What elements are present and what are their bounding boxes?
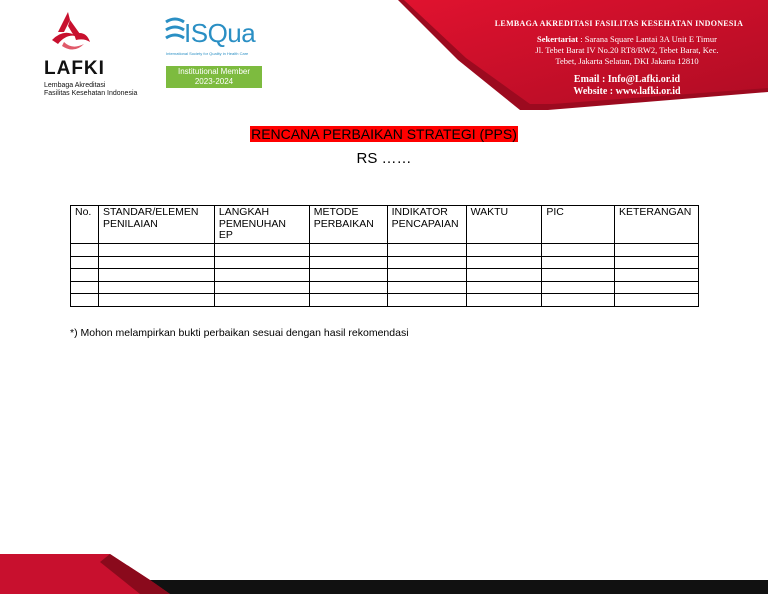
table-cell [387,269,466,282]
footnote: *) Mohon melampirkan bukti perbaikan sesuai dengan hasil rekomendasi [70,327,409,339]
table-cell [309,281,387,294]
lafki-subtitle: Lembaga Akreditasi Fasilitas Kesehatan Indonesia [44,82,138,97]
table-cell [466,269,542,282]
table-cell [614,256,698,269]
table-row [71,244,699,257]
table-cell [98,256,214,269]
organization-name: LEMBAGA AKREDITASI FASILITAS KESEHATAN INDONESIA [494,19,744,28]
document-title-text: RENCANA PERBAIKAN STRATEGI (PPS) [251,126,517,142]
table-body [71,244,699,307]
table-cell [614,244,698,257]
table-cell [542,269,615,282]
letterhead-band [0,0,768,110]
secretariat-label: Sekertariat [537,34,579,44]
table-cell [309,256,387,269]
table-cell [542,281,615,294]
table-row [71,294,699,307]
isqua-member-badge: Institutional Member 2023-2024 [166,66,262,88]
table-cell [542,294,615,307]
table-cell [309,244,387,257]
table-cell [466,244,542,257]
table-cell [614,281,698,294]
footer-shape [0,548,768,594]
table-cell [387,244,466,257]
table-row [71,281,699,294]
table-header-row [71,206,699,244]
isqua-tagline: International Society for Quality in Health Care [166,51,249,56]
table-cell [214,294,309,307]
lafki-emblem-icon [44,10,94,54]
column-header-langkah: LANGKAH PEMENUHAN EP [214,206,309,244]
table-cell [98,281,214,294]
pps-table [70,205,699,307]
table-cell [98,244,214,257]
table-cell [214,281,309,294]
secretariat-address: Sekertariat : Sarana Square Lantai 3A Unit E Timur Jl. Tebet Barat IV No.20 RT8/RW2, Tebet Barat, Kec. Tebet, Jakarta Selatan, DKI Jakarta 12810 [535,34,719,66]
column-header-no: No. [71,206,99,244]
table-cell [214,256,309,269]
table-cell [309,269,387,282]
column-header-waktu: WAKTU [466,206,542,244]
table-row [71,269,699,282]
table-cell [71,281,99,294]
letterhead-footer-band [0,548,768,594]
lafki-logo [44,10,164,97]
table-cell [614,269,698,282]
table-cell [71,269,99,282]
table-cell [387,256,466,269]
table-cell [98,269,214,282]
table-cell [542,244,615,257]
table-cell [214,244,309,257]
table-cell [71,256,99,269]
table-cell [214,269,309,282]
table-cell [387,281,466,294]
column-header-standar: STANDAR/ELEMEN PENILAIAN [98,206,214,244]
isqua-waves-icon [164,16,186,46]
contact-info [470,74,768,98]
table-cell [542,256,615,269]
hospital-name-placeholder: RS …… [356,150,412,167]
table-cell [309,294,387,307]
website-text: Website : www.lafki.or.id [573,86,681,97]
letterhead-contact-block [470,19,768,98]
email-text: Email : Info@Lafki.or.id [573,74,681,85]
column-header-indikator: INDIKATOR PENCAPAIAN [387,206,466,244]
column-header-metode: METODE PERBAIKAN [309,206,387,244]
table-cell [614,294,698,307]
table-cell [71,244,99,257]
isqua-wordmark: ISQua [184,18,256,48]
isqua-logo [164,16,266,90]
lafki-wordmark: LAFKI [44,58,105,79]
table-cell [466,294,542,307]
table-cell [98,294,214,307]
document-title [0,126,768,144]
table-row [71,256,699,269]
table-cell [387,294,466,307]
column-header-keterangan: KETERANGAN [614,206,698,244]
table-cell [466,256,542,269]
column-header-pic: PIC [542,206,615,244]
table-cell [466,281,542,294]
table-cell [71,294,99,307]
